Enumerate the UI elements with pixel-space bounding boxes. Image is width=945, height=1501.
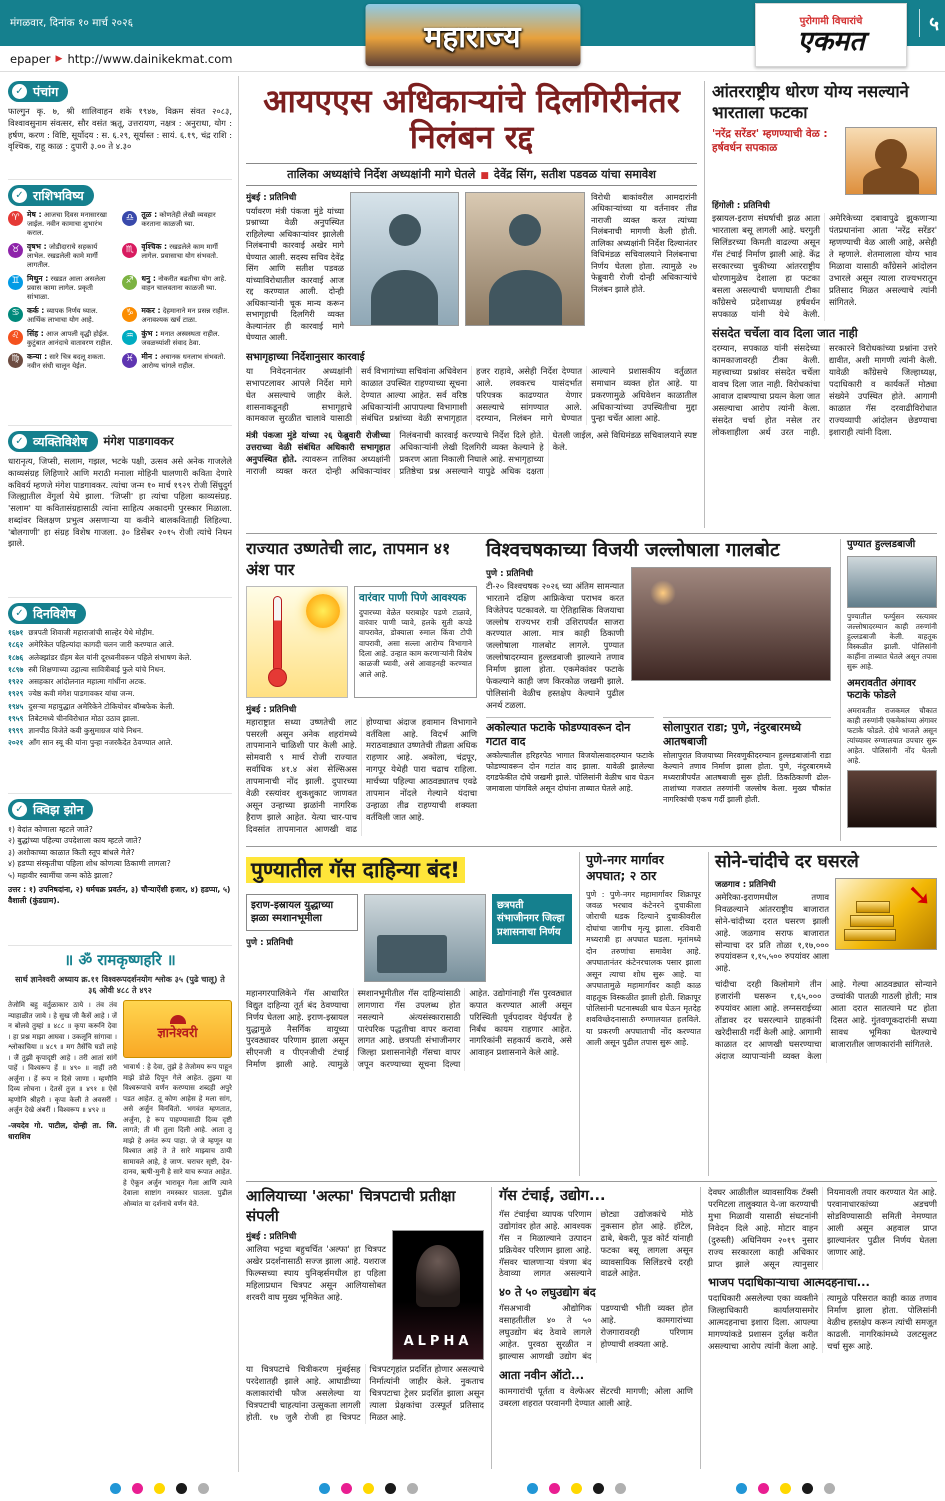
zodiac-leo-icon: ♌ [8,330,23,345]
panchang-header-row [8,81,232,102]
akola-subbody: अकोल्यातील हरिहरपेठ भागात विजयोत्सवादरम्यान फटाके फोडण्यावरून दोन गटांत वाद झाला. यावेळी झालेल्या दगडफेकीत दोघे जखमी झाले. पोलिसांनी वेळीच धाव घेऊन जमावाला पांगविले असून दोघांना ताब्यात घेतले आहे. [486,751,654,794]
din-year: १९५९ [8,713,24,723]
din-item [8,677,232,687]
rashi-header-row [8,185,232,206]
spiritual-verse-column [8,1000,117,1209]
alpha-lead [246,1230,386,1360]
poster-title: ALPHA [403,1334,473,1349]
photo-caption: सभागृहाच्या निर्देशानुसार कारवाई [246,351,365,363]
heatwave-media-row [246,586,477,698]
gray-dot [615,1483,626,1494]
square-bullet-icon: ■ [480,170,489,181]
zodiac-text: अचानक धनलाभ संभवतो. आरोग्य चांगले राहील. [141,352,226,370]
zodiac-text: व्यापक निर्णय घ्याल. आर्थिक लाभाचा योग आहे. [27,306,98,324]
din-item [8,702,232,712]
lead-body-bold: मंत्री पंकजा मुंडे यांच्या २६ फेब्रुवारी रोजीच्या उत्तराच्या वेळी संबंधित अधिकारी सभागृहात अनुपस्थित होते. [246,430,391,465]
section-header-quiz [8,799,93,820]
left-sidebar [8,76,239,1472]
edition-date: मंगळवार, दिनांक १० मार्च २०२६ [10,17,134,29]
zodiac-taurus-icon: ♉ [8,243,23,258]
lead-story-row [246,192,697,344]
brand-name: एकमत [797,26,865,58]
spiritual-subtitle: सार्थ ज्ञानेश्वरी अध्याय क्र.११ विश्वरूपदर्शनयोग श्लोक ३५ (पुढे चालू) ते ३६ ओवी ४८८ ते ४९२ [15,975,225,995]
din-item [8,640,232,650]
check-icon: ✓ [12,188,27,203]
intl-body-1: इस्रायल-इराण संघर्षाची झळ आता भारताला बसू लागली आहे. घरगुती सिलिंडरच्या किमती वाढल्या असून गॅस टंचाई निर्माण झाली आहे. केंद्र सरकारच्या चुकीच्या आंतरराष्ट्रीय धोरणामुळेच देशाला हा फटका बसला असल्याची घणाघाती टीका काँग्रेसचे प्रदेशाध्यक्ष हर्षवर्धन सपकाळ यांनी येथे केली. अमेरिकेच्या दबावापुढे झुकणाऱ्या पंतप्रधानांना आता 'नरेंद्र सरेंडर' म्हणण्याची वेळ आली आहे, असेही ते म्हणाले. शेतमालाला योग्य भाव मिळावा यासाठी काँग्रेसने आंदोलन उभारले असून त्याला राज्यभरातून प्रतिसाद मिळत असल्याचे त्यांनी सांगितले. [712,213,937,319]
shortage-body-2: गॅसअभावी औद्योगिक वसाहतीतील ४० ते ५० लघुउद्योग बंद ठेवावे लागले आहेत. पुरवठा सुरळीत न झाल्यास आणखी उद्योग बंद पडण्याची भीती व्यक्त होत आहे. कामगारांच्या रोजगारावरही परिणाम होण्याची शक्यता आहे. [499,1303,693,1361]
magenta-dot [132,1483,143,1494]
dateline: जळगाव : प्रतिनिधी [715,879,776,890]
zodiac-item [122,352,232,371]
zodiac-text: मनात अस्वस्थता राहील. जवळच्यांशी संवाद ठेवा. [141,329,220,347]
worldcup-lead [486,567,624,712]
website-link[interactable]: http://www.dainikekmat.com [67,51,233,66]
vyakti-person-name: मंगेश पाडगावकर [103,434,174,448]
lead-intro-right: विरोधी बाकांवरील आमदारांनी अधिकाऱ्यांच्या या वर्तनावर तीव्र नाराजी व्यक्त करत त्यांच्या निलंबनाची मागणी केली होती. तालिका अध्यक्षांनी निर्देश दिल्यानंतर विधिमंडळ सचिवालयाने निलंबनाचा निर्णय घेतला होता. त्यामुळे २७ फेब्रुवारी रोजी दोन्ही अधिकाऱ्यांचे निलंबन झाले होते. [591,191,697,294]
thermometer-bulb [268,668,287,687]
quiz-section [8,794,232,946]
cyan-dot [527,1483,538,1494]
dateline: मुंबई : प्रतिनिधी [246,192,297,203]
black-dot [802,1483,813,1494]
intl-policy-article [704,81,937,528]
rail-body-2: अमरावतीत राजकमल चौकात काही तरुणांनी एकमेकांच्या अंगावर फटाके फोडले. दोघे भाजले असून त्यांच्यावर रुग्णालयात उपचार सुरू आहेत. पोलिसांनी नोंद घेतली आहे. [847,705,937,766]
din-text: तिबेटमध्ये चीनविरोधात मोठा उठाव झाला. [28,713,140,723]
quiz-question: ३) अशोकाच्या काळात किती स्तूप बांधले गेले? [8,847,135,857]
quiz-question: २) बुद्धांच्या पहिल्या उपदेशाला काय म्हटले जाते? [8,836,142,846]
lead-deck [246,163,697,186]
yellow-dot [571,1483,582,1494]
shortage-body-1: गॅस टंचाईचा व्यापक परिणाम उद्योगांवर होत आहे. आवश्यक गॅस न मिळाल्याने उत्पादन प्रक्रियेवर परिणाम झाला आहे. गॅसवर चालणाऱ्या यंत्रणा बंद ठेवाव्या लागत असल्याने छोट्या उद्योजकांचे मोठे नुकसान होत आहे. हॉटेल, ढाबे, बेकरी, फूड कोर्ट यांनाही फटका बसू लागला असून व्यावसायिक सिलिंडरचे दरही वाढले आहेत. [499,1208,693,1279]
alpha-body-1: आलिया भट्टचा बहुचर्चित 'अल्फा' हा चित्रपट अखेर प्रदर्शनासाठी सज्ज झाला आहे. यशराज फिल्म्सच्या स्पाय युनिव्हर्समधील हा पहिला महिलाप्रधान चित्रपट असून आलियासोबत शरवरी वाघ मुख्य भूमिकेत आहे. [246,1244,386,1302]
dateline: मुंबई : प्रतिनिधी [246,704,297,715]
zodiac-gemini-icon: ♊ [8,275,23,290]
zodiac-text: रखडत आला असलेला प्रवास कामा लागेल. प्रकृती सांभाळा. [27,274,106,301]
zodiac-pisces-icon: ♓ [122,353,137,368]
din-year: २०२१ [8,738,24,748]
dateline: पुणे : प्रतिनिधी [246,937,294,948]
quiz-question: ५) महावीर स्वामींचा जन्म कोठे झाला? [8,870,113,880]
yellow-dot [780,1483,791,1494]
page-number: ५ [919,9,939,37]
rashi-section [8,180,232,426]
zodiac-item [122,274,232,302]
zodiac-libra-icon: ♎ [122,211,137,226]
vyakti-section [8,426,232,598]
din-text: असहकार आंदोलनात महात्मा गांधींना अटक. [28,677,147,687]
main-area [246,76,937,1472]
din-text: स्त्री शिक्षणाच्या उद्गात्या सावित्रीबाई फुले यांचे निधन. [28,664,166,674]
gold-body-1: अमेरिका-इराणमधील तणाव निवळल्याने आंतरराष्ट्रीय बाजारात सोने-चांदीच्या दरात घसरण झाली आहे. जळगाव सराफ बाजारात सोन्याचा दर प्रति तोळा १,१७,००० रुपयांवरून १,१५,५०० रुपयांवर आला आहे. [715,891,829,974]
shortage-headline: गॅस टंचाई, उद्योग... [499,1188,606,1204]
lead-intro-left [246,192,344,344]
section-title: पंचांग [33,84,59,99]
vyakti-header-row [8,431,232,452]
din-text: छत्रपती शिवाजी महाराजांची साल्हेर येथे मोहीम. [28,628,155,637]
din-item [8,738,232,748]
zodiac-text: देहमानाने मन प्रसन्न राहील. अनावश्यक खर्च टाळा. [141,306,230,324]
dateline: मुंबई : प्रतिनिधी [246,1232,297,1242]
zodiac-item [122,242,232,270]
panchang-section [8,76,232,180]
gold-body-2: चांदीचा दरही किलोमागे तीन हजारांनी घसरून १,६५,००० रुपयांवर आला आहे. लग्नसराईच्या तोंडावर दर घसरल्याने ग्राहकांनी खरेदीसाठी गर्दी केली आहे. आगामी काळात दर आणखी घसरण्याचा अंदाज व्यापाऱ्यांनी व्यक्त केला आहे. गेल्या आठवड्यात सोन्याने उच्चांकी पातळी गाठली होती; मात्र आता दरात सातत्याने घट होता दिसत आहे. गुंतवणूकदारांनी सध्या सावध भूमिका घेतल्याचे बाजारातील जाणकारांनी सांगितले. [715,979,937,1061]
section-header-rashi [8,185,94,206]
din-text: दुसऱ्या महायुद्धात अमेरिकेने टोकियोवर बॉम्बफेक केली. [28,701,175,711]
registration-dot-group [319,1483,418,1494]
worldcup-row [486,567,831,712]
intl-deck-row [712,127,937,195]
heatwave-body: महाराष्ट्रात सध्या उष्णतेची लाट पसरली असून अनेक शहरांमध्ये तापमानाने चाळिशी पार केली आहे. सोमवारी ९ मार्च रोजी राज्यात सर्वाधिक ४१.४ अंश सेल्सिअस तापमानाची नोंद झाली. दुपारच्या वेळी रस्त्यांवर शुकशुकाट जाणवत असून उन्हाच्या झळांनी नागरिक हैराण झाले आहेत. येत्या चार-पाच दिवसांत तापमानात आणखी वाढ होण्याचा अंदाज हवामान विभागाने वर्तविला आहे. विदर्भ आणि मराठवाड्यात उष्णतेची तीव्रता अधिक राहणार आहे. अकोला, चंद्रपूर, नागपूर येथेही पारा चढाच राहिला. मार्चच्या पहिल्या आठवड्यातच एवढे तापमान नोंदले गेल्याने यंदाचा उन्हाळा तीव्र राहण्याची शक्यता वर्तविली जात आहे. [246,716,477,834]
water-advisory-box [354,586,477,698]
registration-dot-group [736,1483,835,1494]
quiz-question: ४) हडप्पा संस्कृतीचा पहिला शोध कोणत्या ठिकाणी लागला? [8,859,171,869]
zodiac-name: वृश्चिक : [141,241,168,251]
gold-bar [856,901,890,913]
section-title: व्यक्तिविशेष [33,434,88,449]
epaper-label: epaper [10,51,51,66]
din-year: १९२९ [8,689,24,699]
worldcup-body: टी-२० विश्वचषक २०२६ च्या अंतिम सामन्यात भारताने दक्षिण आफ्रिकेचा पराभव करत विजेतेपद पटकावले. या ऐतिहासिक विजयाचा जल्लोष राज्यभर रात्री उशिरापर्यंत साजरा करण्यात आला. मात्र काही ठिकाणी जल्लोषाला गालबोट लागले. पुण्यात जल्लोषादरम्यान हुल्लडबाजी झाल्याने तणाव निर्माण झाला होता. एकमेकांवर फटाके फेकल्याने काही जण किरकोळ जखमी झाले. पोलिसांनी वेळीच हस्तक्षेप केल्याने पुढील अनर्थ टळला. [486,580,624,710]
registration-dot-group [110,1483,209,1494]
zodiac-text: सारे चित्र बदलू शकता. नवीन संधी चालून येईल. [27,352,106,370]
din-text: ज्ञानपीठ विजेते कवी कुसुमाग्रज यांचे निधन. [28,726,144,736]
quiz-answers: उत्तर : १) उपनिषदांना, २) धर्मचक्र प्रवर्तन, ३) चौऱ्याऐंशी हजार, ४) हडप्पा, ५) वैशाली (कुंडग्राम). [8,884,231,905]
spiritual-commentary-column [123,1000,232,1209]
din-text: अलेक्झांडर ग्रॅहम बेल यांनी दूरध्वनीवरून पहिले संभाषण केले. [28,652,192,662]
alpha-row [246,1230,484,1360]
heatwave-article [246,539,477,841]
worldcup-headline: विश्वचषकाच्या विजयी जल्लोषाला गालबोट [486,539,780,561]
intl-subhead: संसदेत चर्चेला वाव दिला जात नाही [712,325,858,340]
alpha-headline: आलियाच्या 'अल्फा' चित्रपटाची प्रतीक्षा संपली [246,1187,456,1225]
yellow-dot [154,1483,165,1494]
war-impact-kicker: इराण-इस्रायल युद्धाच्या झळा स्मशानभूमीला [246,894,358,931]
official-photo-2 [465,192,585,326]
zodiac-grid [8,210,232,371]
zodiac-name: तूळ : [141,210,158,219]
gold-headline: सोने-चांदीचे दर घसरले [715,852,859,872]
zodiac-aquarius-icon: ♒ [122,330,137,345]
bjp-subhead: भाजप पदाधिकाऱ्याचा आत्मदहनाचा... [708,1275,870,1290]
section-header-vyakti [8,431,98,452]
zodiac-name: मीन : [141,351,158,361]
gas-kicker2-column [492,894,572,982]
zodiac-item [8,352,115,371]
solapur-subblock [663,717,831,806]
zodiac-item [8,329,115,348]
print-registration-marks [0,1483,945,1494]
lead-intro-left-text: पर्यावरण मंत्री पंकजा मुंडे यांच्या प्रश्नाच्या वेळी अनुपस्थित राहिलेल्या अधिकाऱ्यांवर झालेली निलंबनाची कारवाई अखेर मागे घेण्यात आली. सदस्य सचिव देवेंद्र सिंग आणि सतीश पडवळ यांच्याविरोधातील कारवाई आज रद्द करण्यात आली. दोन्ही अधिकाऱ्यांनी चूक मान्य करून सभागृहाची दिलगिरी व्यक्त केल्यानंतर ही कारवाई मागे घेण्यात आली. [246,205,344,343]
cyan-dot [736,1483,747,1494]
shortage-subhead-1: ४० ते ५० लघुउद्योग बंद [499,1285,596,1300]
din-year: १६७१ [8,628,24,637]
check-icon: ✓ [12,84,27,99]
vyakti-body: धारानृत्य, जिप्सी, सलाम, गझल, भटके पक्षी, उत्सव असे अनेक गाजलेले काव्यसंग्रह लिहिणारे आणि मराठी मनाला मोहिनी घालणारी कविता देणारे कविवर्य म्हणजे मंगेश पाडगावकर. त्यांचा जन्म १० मार्च १९२९ रोजी सिंधुदुर्ग जिल्ह्यातील वेंगुर्ला येथे झाला. 'जिप्सी' हा त्यांचा पहिला काव्यसंग्रह. 'सलाम' या कवितासंग्रहासाठी त्यांना साहित्य अकादमी पुरस्कार मिळाला. शब्दांवर विलक्षण प्रभुत्व असणाऱ्या या कवीने बालकविताही लिहिल्या. 'बोलगाणी' हा संग्रह विशेष गाजला. ३० डिसेंबर २०१५ रोजी त्यांचे निधन झाले. [8,456,232,549]
zodiac-cancer-icon: ♋ [8,307,23,322]
bjp-protest-article [708,1187,937,1469]
lead-story [246,81,697,528]
heatwave-headline: राज्यात उष्णतेची लाट, तापमान ४१ अंश पार [246,539,451,579]
zodiac-item [8,274,115,302]
accident-headline: पुणे-नगर मार्गावर अपघात; २ ठार [586,852,664,884]
official-photo-1 [350,192,459,326]
band-top [246,76,937,528]
zodiac-name: कन्या : [27,351,48,361]
gold-bar [850,915,894,927]
zodiac-virgo-icon: ♍ [8,353,23,368]
shortage-body-3: कामगारांची पूर्तता व वेल्फेअर सेंटरची मागणी; ओला आणि उबरला शहरात परवानगी देण्यात आली आहे. [499,1385,693,1408]
gas-headline: पुण्यातील गॅस दाहिन्या बंद! [246,857,465,883]
alpha-movie-article [246,1187,484,1469]
din-year: १८६२ [8,640,24,650]
din-text: ज्येष्ठ कवी मंगेश पाडगावकर यांचा जन्म. [28,689,135,699]
newspaper-logo [365,4,580,66]
gray-dot [407,1483,418,1494]
spiritual-section [8,946,232,1446]
gray-dot [198,1483,209,1494]
rail-headline-2: अमरावतीत अंगावर फटाके फोडले [847,677,916,702]
dnyaneshwari-book-graphic [123,1000,232,1058]
black-dot [593,1483,604,1494]
spiritual-columns [8,1000,232,1209]
play-icon: ▶ [55,53,63,64]
zodiac-name: मेष : [27,210,42,219]
zodiac-item [122,329,232,348]
crematorium-photo [364,894,486,982]
band-middle [246,533,937,841]
spiritual-heading: ॥ ॐ रामकृष्णहरि ॥ [64,951,176,969]
intl-deck: 'नरेंद्र सरेंडर' म्हणण्याची वेळ : हर्षवर्धन सपकाळ [712,128,828,155]
pune-ruckus-photo [847,556,937,608]
zodiac-aries-icon: ♈ [8,211,23,226]
cyan-dot [110,1483,121,1494]
gold-lead [715,878,829,975]
akola-subblock [486,717,654,806]
magenta-dot [549,1483,560,1494]
magenta-dot [758,1483,769,1494]
gold-row [715,878,937,975]
zodiac-text: आजचा दिवस मनासारखा जाईल. नवीन कामाचा शुभारंभ कराल. [27,211,107,237]
din-text: अमेरिकेत पहिल्यांदा कागदी चलन जारी करण्यात आले. [28,640,175,650]
din-year: १८९७ [8,664,24,674]
amravati-firecracker-photo [847,770,937,828]
zodiac-item [122,210,232,238]
worldcup-subblocks [486,717,831,806]
check-icon: ✓ [12,434,27,449]
section-header-dinvishesh [8,603,86,624]
registration-dot-group [527,1483,626,1494]
zodiac-name: सिंह : [27,328,44,338]
zodiac-name: धनु : [141,273,156,283]
zodiac-text: रखडलेले काम मार्गी लागेल. प्रवासाचा योग संभवतो. [141,242,219,260]
section-title: दिनविशेष [33,606,76,621]
zodiac-name: मकर : [141,305,161,315]
zodiac-capricorn-icon: ♑ [122,307,137,322]
masthead [0,0,945,72]
zodiac-text: कोणतेही लेखी व्यवहार करताना काळजी घ्या. [141,211,216,228]
shortage-subhead-2: आता नवीन ऑटो... [499,1367,585,1382]
gold-rates-article [708,852,937,1176]
zodiac-name: वृषभ : [27,241,47,251]
gas-headline-wrap [246,852,572,887]
zodiac-name: मिथुन : [27,273,49,283]
dinvishesh-section [8,598,232,794]
intl-headline: आंतरराष्ट्रीय धोरण योग्य नसल्याने भारताला फटका [712,82,909,123]
cyan-dot [319,1483,330,1494]
brand-card [755,3,907,67]
admin-decision-kicker: छत्रपती संभाजीनगर जिल्हा प्रशासनाचा निर्णय [492,894,572,945]
check-icon: ✓ [12,802,27,817]
temple-dome-icon [170,1015,186,1024]
din-item [8,714,232,724]
section-title: क्विझ झोन [33,802,84,817]
quiz-question: १) वेदांत कोणाला म्हटले जाते? [8,825,93,834]
din-year: १९९९ [8,726,24,736]
akola-subhead: अकोल्यात फटाके फोडण्यावरून दोन गटात वाद [486,720,631,749]
gas-body: महानगरपालिकेने गॅस आधारित विद्युत दाहिन्या तूर्त बंद ठेवण्याचा निर्णय घेतला आहे. इराण-इस्रायल युद्धामुळे नैसर्गिक वायूच्या पुरवठ्यावर परिणाम झाला असून सीएनजी व पीएनजीची टंचाई निर्माण झाली आहे. त्यामुळे स्मशानभूमीतील गॅस दाहिन्यांसाठी लागणारा गॅस उपलब्ध होत नसल्याने अंत्यसंस्कारासाठी पारंपरिक पद्धतीचा वापर करावा लागत आहे. छत्रपती संभाजीनगर जिल्हा प्रशासनानेही गॅसचा वापर जपून करण्याच्या सूचना दिल्या आहेत. उद्योगांनाही गॅस पुरवठ्यात कपात करण्यात आली असून परिस्थिती पूर्वपदावर येईपर्यंत हे निर्बंध कायम राहणार आहेत. नागरिकांनी सहकार्य करावे, असे आवाहन प्रशासनाने केले आहे. [246,987,572,1070]
rail-headline-1: पुण्यात हुल्लडबाजी [847,539,916,550]
zodiac-item [8,306,115,325]
deck-left: तालिका अध्यक्षांचे निर्देश अध्यक्षांनी मागे घेतले [287,167,476,181]
thermometer-sun-image [246,586,348,698]
bjp-body-1: देवघर आळीतील व्यावसायिक टॅक्सी परमिटला तालुक्यात ये-जा करण्याची मुभा मिळावी यासाठी संघटनांनी निवेदन दिले आहे. मोटार वाहन (दुरुस्ती) अधिनियम २०१९ नुसार राज्य सरकारला काही अधिकार प्राप्त झाले असून त्यानुसार नियमावली तयार करण्यात येत आहे. परवानाधारकांच्या अडचणी सोडविण्यासाठी समिती नेमण्यात आली असून अहवाल प्राप्त झाल्यानंतर पुढील निर्णय घेतला जाणार आहे. [708,1187,937,1269]
dateline: पुणे : प्रतिनिधी [486,568,534,579]
din-header-row [8,603,232,624]
din-year: १८७६ [8,652,24,662]
band-bottom [246,1181,937,1469]
zodiac-sagittarius-icon: ♐ [122,275,137,290]
gold-bars-photo [835,878,937,950]
panchang-body: फाल्गुन कृ. ७, श्री शालिवाहन शके १९४७, विक्रम संवत २०८३, विश्वावसुनाम संवत्सर, सौर वसंत ऋतू, उत्तरायण, नक्षत्र : अनुराधा, योग : हर्षण, करण : विष्टि, सूर्योदय : स. ६.२९, सूर्यास्त : सायं. ६.१९, चंद्र राशि : वृश्चिक, राहू काळ : दुपारी ३.०० ते ४.३० [8,106,232,152]
zodiac-name: कुंभ : [141,328,159,338]
alpha-body-2: या चित्रपटाचे चित्रीकरण मुंबईसह परदेशातही झाले आहे. आघाडीच्या कलाकारांची फौज असलेल्या या चित्रपटाची चाहत्यांना उत्सुकता लागली होती. १७ जुलै रोजी हा चित्रपट चित्रपटगृहांत प्रदर्शित होणार असल्याचे निर्मात्यांनी जाहीर केले. नुकताच चित्रपटाचा ट्रेलर प्रदर्शित झाला असून त्याला प्रेक्षकांचा उत्स्फूर्त प्रतिसाद मिळत आहे. [246,1364,484,1422]
accident-article [579,852,701,1176]
zodiac-item [122,306,232,325]
bjp-body-2: पदाधिकारी असलेल्या एका व्यक्तीने जिल्हाधिकारी कार्यालयासमोर आत्मदहनाचा इशारा दिला. आपल्या मागण्यांकडे प्रशासन दुर्लक्ष करीत असल्याचा आरोप त्यांनी केला आहे. त्यामुळे परिसरात काही काळ तणाव निर्माण झाला होता. पोलिसांनी वेळीच हस्तक्षेप करून त्यांची समजूत काढली. नागरिकांमध्ये उलटसुलट चर्चा सुरू आहे. [708,1293,937,1352]
rail-body-1: पुण्यातील फर्ग्युसन रस्त्यावर जल्लोषादरम्यान काही तरुणांनी हुल्लडबाजी केली. वाहतूक विस्कळीत झाली. पोलिसांनी काहींना ताब्यात घेतले असून तपास सुरू आहे. [847,611,937,671]
lead-body-1: या निवेदनानंतर अध्यक्षांनी सभापटलावर आपले निर्देश मागे घेत असल्याचे जाहीर केले. शासनाकडूनही सभागृहाचे कामकाज सुरळीत चालावे यासाठी सर्व विभागांच्या सचिवांना अधिवेशन काळात उपस्थित राहण्याच्या सूचना देण्यात आल्या आहेत. सर्व वरिष्ठ अधिकाऱ्यांनी आपापल्या विभागाशी संबंधित प्रश्नांच्या वेळी सभागृहात हजर राहावे, असेही निर्देश देण्यात आले. लवकरच यासंदर्भात परिपत्रक काढण्यात येणार असल्याचे सांगण्यात आले. दरम्यान, निलंबन मागे घेण्यात आल्याने प्रशासकीय वर्तुळात समाधान व्यक्त होत आहे. या प्रकरणामुळे अधिवेशन काळातील अधिकाऱ्यांच्या उपस्थितीचा मुद्दा पुन्हा चर्चेत आला आहे. [246,365,697,424]
zodiac-scorpio-icon: ♏ [122,243,137,258]
solapur-subbody: सोलापुरात विजयाच्या मिरवणुकीदरम्यान हुल्लडबाजांनी राडा केल्याने तणाव निर्माण झाला होता. पुणे, नंदुरबारमध्ये मध्यरात्रीपर्यंत आतषबाजी सुरू होती. ठिकठिकाणी ढोल-ताशांच्या गजरात तरुणांनी जल्लोष केला. मुख्य चौकांत नागरिकांची एकच गर्दी झाली होती. [663,751,831,805]
dateline: हिंगोली : प्रतिनिधी [712,201,770,212]
gray-dot [824,1483,835,1494]
deck-right: देवेंद्र सिंग, सतीश पडवळ यांचा समावेश [493,167,656,181]
page-content [0,72,945,1472]
quiz-header-row [8,799,232,820]
celebration-crowd-photo [631,567,831,681]
lead-headline: आयएएस अधिकाऱ्यांचे दिलगिरीनंतर निलंबन रद्द [263,82,680,157]
intl-body-2: दरम्यान, सपकाळ यांनी संसदेच्या कामकाजावरही टीका केली. महत्त्वाच्या प्रश्नांवर संसदेत चर्चेला वावच दिला जात नाही. विरोधकांचा आवाज दाबण्याचा प्रयत्न केला जात असल्याचा आरोप त्यांनी केला. संसदेत चर्चा होत नसेल तर लोकशाहीला अर्थ उरत नाही. सरकारने विरोधकांच्या प्रश्नांना उत्तरे द्यावीत, अशी मागणी त्यांनी केली. यावेळी काँग्रेसचे जिल्हाध्यक्ष, पदाधिकारी व कार्यकर्ते मोठ्या संख्येने उपस्थित होते. आगामी काळात गॅस दरवाढीविरोधात राज्यव्यापी आंदोलन छेडण्याचा इशाराही त्यांनी दिला. [712,343,937,437]
din-item [8,628,232,638]
din-item [8,665,232,675]
gas-crematorium-article [246,852,572,1176]
alpha-movie-poster [392,1230,484,1360]
din-item [8,653,232,663]
logo-text: महाराज्य [424,19,521,55]
band-lower [246,846,937,1176]
gas-top-row [246,894,572,982]
zodiac-text: नोकरीत बढतीचा योग आहे. वाहन चालवताना काळजी घ्या. [141,274,227,292]
brand-tagline: पुरोगामी विचारांचे [799,16,863,28]
dnyaneshwari-label: ज्ञानेश्वरी [157,1025,198,1041]
yellow-dot [363,1483,374,1494]
solapur-subhead: सोलापुरात राडा; पुणे, नंदुरबारमध्ये आतषबाजी [663,720,801,749]
din-year: १९४५ [8,701,24,711]
check-icon: ✓ [12,606,27,621]
gas-shortage-article [491,1187,701,1469]
spiritual-commentary: भावार्थ : हे देवा, तुझे हे तेजोमय रूप पाहून माझे डोळे दिपून गेले आहेत. तुझ्या या विश्वरूपाचे वर्णन करण्यास शब्दही अपुरे पडत आहेत. तू कोण आहेस हे मला सांग, असे अर्जुन विनवितो. भगवंत म्हणतात, अर्जुना, हे रूप पाहण्यासाठी दिव्य दृष्टी लागते; ती मी तुला दिली आहे. आता तू माझे हे अनंत रूप पाहा. जे जे म्हणून या विश्वात आहे ते ते सारे माझ्याच ठायी सामावले आहे, हे जाण. चराचर सृष्टी, देव-दानव, ऋषी-मुनी हे सारे याच रूपात आहेत. हे ऐकून अर्जुन भारावून गेला आणि त्याने देवाला साष्टांग नमस्कार घातला. पुढील ओव्यांत या दर्शनाचे वर्णन येते. [123,1063,232,1208]
zodiac-item [8,242,115,270]
price-drop-arrow-icon: ➘ [906,877,932,913]
din-text: आँग सान स्यू की यांना पुन्हा नजरकैदेत ठेवण्यात आले. [28,738,173,748]
zodiac-text: जोडीदाराचे सहकार्य लाभेल. रखडलेली कामे मार्गी लागतील. [27,242,98,269]
magenta-dot [341,1483,352,1494]
din-year: १९२२ [8,677,24,687]
gas-kicker-column [246,894,358,982]
zodiac-name: कर्क : [27,305,45,315]
spiritual-verse: तेजोमि बहु वर्तुळाकार ठाये । तंव तंव न्याहाळीत जाये । हे सुख जी कैसें आहे । जें न बोलवे तुम्हां ॥ ४८८ ॥ कृपा करूनि देवा । हा प्रश्न माझा आघवा । उकलूनि सांगावा । श्लोकाचिया ॥ ४८९ ॥ मग तैसेंचि घडों लाहे । जैं तुझी कृपादृष्टी आहे । तरी आतां सांगें पाहें । विश्वरूप हें ॥ ४९० ॥ नाहीं तरी अर्जुना । हें रूप न दिसे जाणा । म्हणौनि दिव्य लोचना । देतसें तुज ॥ ४९१ ॥ ऐसें म्हणोनि श्रीहरी । कृपा केली ते अवसरीं । अर्जुन देखे अंबरीं । विश्वरूप ॥ ४९२ ॥ [8,1001,117,1114]
worldcup-article [484,539,833,841]
thermometer-stem [273,596,282,672]
zodiac-text: आज आपली वृद्धी होईल. कुटुंबात आनंदाचे वातावरण राहील. [27,329,113,347]
black-dot [176,1483,187,1494]
lead-body-rest: त्यावरून तालिका अध्यक्षांनी नाराजी व्यक्त करत दोन्ही अधिकाऱ्यांवर निलंबनाची कारवाई करण्याचे निर्देश दिले होते. अधिकाऱ्यांनी लेखी दिलगिरी व्यक्त केल्याने हे प्रकरण आता निकाली निघाले आहे. सभागृहाच्या प्रतिष्ठेचा प्रश्न असल्याने यापुढे अधिक दक्षता घेतली जाईल, असे विधिमंडळ सचिवालयाने स्पष्ट केले. [246,430,697,477]
spiritual-attribution: -जयदेव गो. पाटील, दोन्ही ता. जि. धाराशिव [8,1120,117,1141]
section-header-panchang [8,81,68,102]
lead-body-2 [246,430,697,478]
advisory-title: वारंवार पाणी पिणे आवश्यक [359,591,467,604]
black-dot [385,1483,396,1494]
gold-bar [844,929,896,941]
zodiac-item [8,210,115,238]
right-rail [840,539,937,841]
advisory-body: दुपारच्या वेळेत घराबाहेर पडणे टाळावे, वारंवार पाणी प्यावे, हलके सुती कपडे वापरावेत, डोक्याला रुमाल किंवा टोपी वापरावी, असा सल्ला आरोग्य विभागाने दिला आहे. उन्हात काम करणाऱ्यांनी विशेष काळजी घ्यावी, असे आवाहनही करण्यात आले आहे. [359,607,472,679]
din-item [8,726,232,736]
din-item [8,689,232,699]
section-title: राशिभविष्य [33,188,84,203]
leader-photo [845,127,937,195]
accident-body: पुणे : पुणे-नगर महामार्गावर शिक्रापूर जवळ भरधाव कंटेनरने दुचाकीला जोराची धडक दिल्याने दुचाकीवरील दोघांचा जागीच मृत्यू झाला. रविवारी मध्यरात्री हा अपघात घडला. मृतांमध्ये दोन तरुणांचा समावेश आहे. अपघातानंतर कंटेनरचालक पसार झाला असून त्याचा शोध सुरू आहे. या अपघातामुळे महामार्गावर काही काळ वाहतूक विस्कळीत झाली होती. शिक्रापूर पोलिसांनी घटनास्थळी धाव घेऊन मृतदेह शवविच्छेदनासाठी रुग्णालयात हलविले. या प्रकरणी अपघाताची नोंद करण्यात आली असून पुढील तपास सुरू आहे. [586,889,701,1048]
